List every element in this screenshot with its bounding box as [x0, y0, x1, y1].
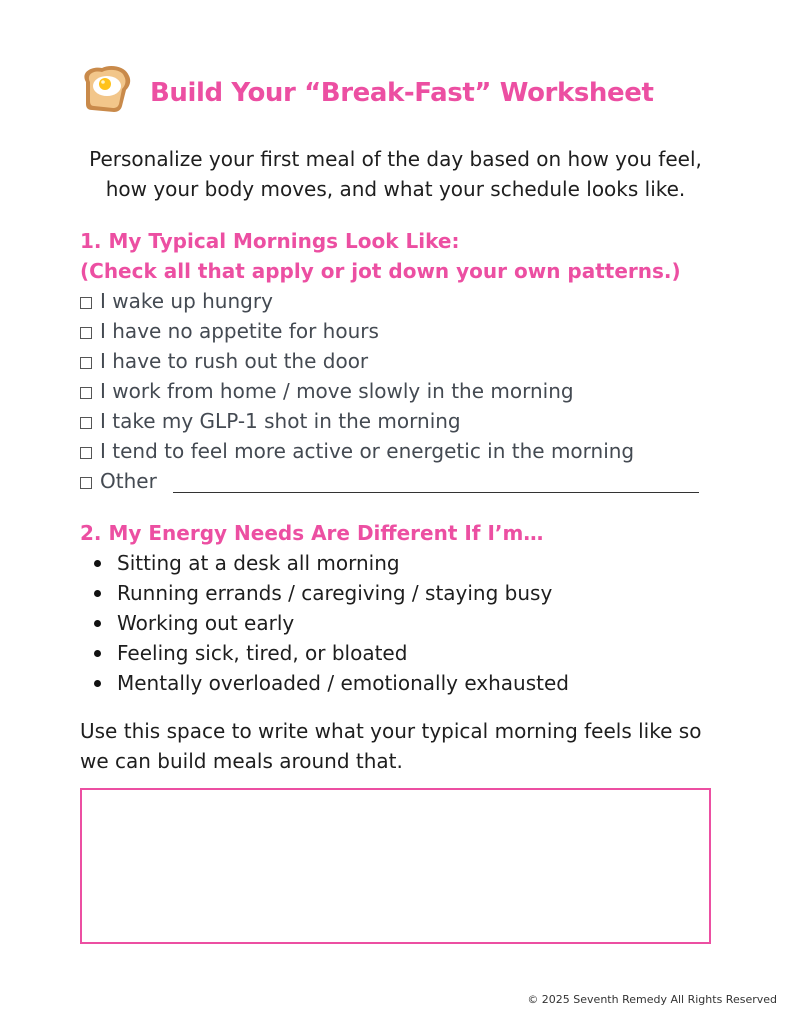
checklist-item[interactable]	[80, 286, 720, 316]
writing-box[interactable]	[80, 788, 711, 944]
list-item	[80, 578, 720, 608]
checklist-item[interactable]	[80, 406, 720, 436]
copyright-footer: © 2025 Seventh Remedy All Rights Reserved	[527, 993, 777, 1006]
checklist-item[interactable]	[80, 316, 720, 346]
section-1-title: 1. My Typical Mornings Look Like:	[80, 229, 460, 253]
section-1-subtitle: (Check all that apply or jot down your own patterns.)	[80, 259, 681, 283]
list-item-text: Mentally overloaded / emotionally exhausted	[117, 671, 569, 695]
checkbox-icon[interactable]	[80, 387, 92, 399]
bullet-icon	[94, 590, 101, 597]
checklist-label: I work from home / move slowly in the morning	[100, 379, 574, 403]
checklist-label: I have to rush out the door	[100, 349, 369, 373]
morning-checklist	[80, 286, 720, 496]
checkbox-icon[interactable]	[80, 297, 92, 309]
list-item	[80, 638, 720, 668]
checkbox-icon[interactable]	[80, 447, 92, 459]
section-1-heading	[80, 226, 681, 286]
toast-with-egg-icon	[78, 64, 134, 114]
intro-line-2: how your body moves, and what your schedule looks like.	[105, 177, 686, 201]
checklist-label: I have no appetite for hours	[100, 319, 379, 343]
bullet-icon	[94, 650, 101, 657]
bullet-icon	[94, 680, 101, 687]
checklist-label: I wake up hungry	[100, 289, 273, 313]
bullet-icon	[94, 620, 101, 627]
list-item-text: Feeling sick, tired, or bloated	[117, 641, 408, 665]
list-item	[80, 608, 720, 638]
list-item-text: Working out early	[117, 611, 295, 635]
prompt-line-1: Use this space to write what your typical morning feels like so	[80, 719, 702, 743]
prompt-line-2: we can build meals around that.	[80, 749, 403, 773]
intro-text	[40, 144, 751, 204]
other-label: Other	[100, 469, 157, 493]
checkbox-icon[interactable]	[80, 417, 92, 429]
list-item-text: Running errands / caregiving / staying busy	[117, 581, 553, 605]
list-item	[80, 548, 720, 578]
title-row	[78, 64, 718, 124]
checkbox-icon[interactable]	[80, 327, 92, 339]
bullet-icon	[94, 560, 101, 567]
page-title: Build Your “Break-Fast” Worksheet	[150, 78, 654, 108]
checklist-item[interactable]	[80, 436, 720, 466]
checklist-item[interactable]	[80, 346, 720, 376]
checklist-label: I tend to feel more active or energetic in the morning	[100, 439, 635, 463]
section-2-heading	[80, 518, 543, 548]
checklist-item[interactable]	[80, 376, 720, 406]
checklist-item-other[interactable]	[80, 466, 720, 496]
checkbox-icon[interactable]	[80, 357, 92, 369]
list-item	[80, 668, 720, 698]
writing-prompt	[80, 716, 740, 776]
checkbox-icon[interactable]	[80, 477, 92, 489]
intro-line-1: Personalize your first meal of the day based on how you feel,	[89, 147, 702, 171]
list-item-text: Sitting at a desk all morning	[117, 551, 400, 575]
other-write-in-line[interactable]	[173, 470, 699, 493]
checklist-label: I take my GLP-1 shot in the morning	[100, 409, 461, 433]
section-2-title: 2. My Energy Needs Are Different If I’m…	[80, 521, 544, 545]
energy-needs-list	[80, 548, 720, 698]
